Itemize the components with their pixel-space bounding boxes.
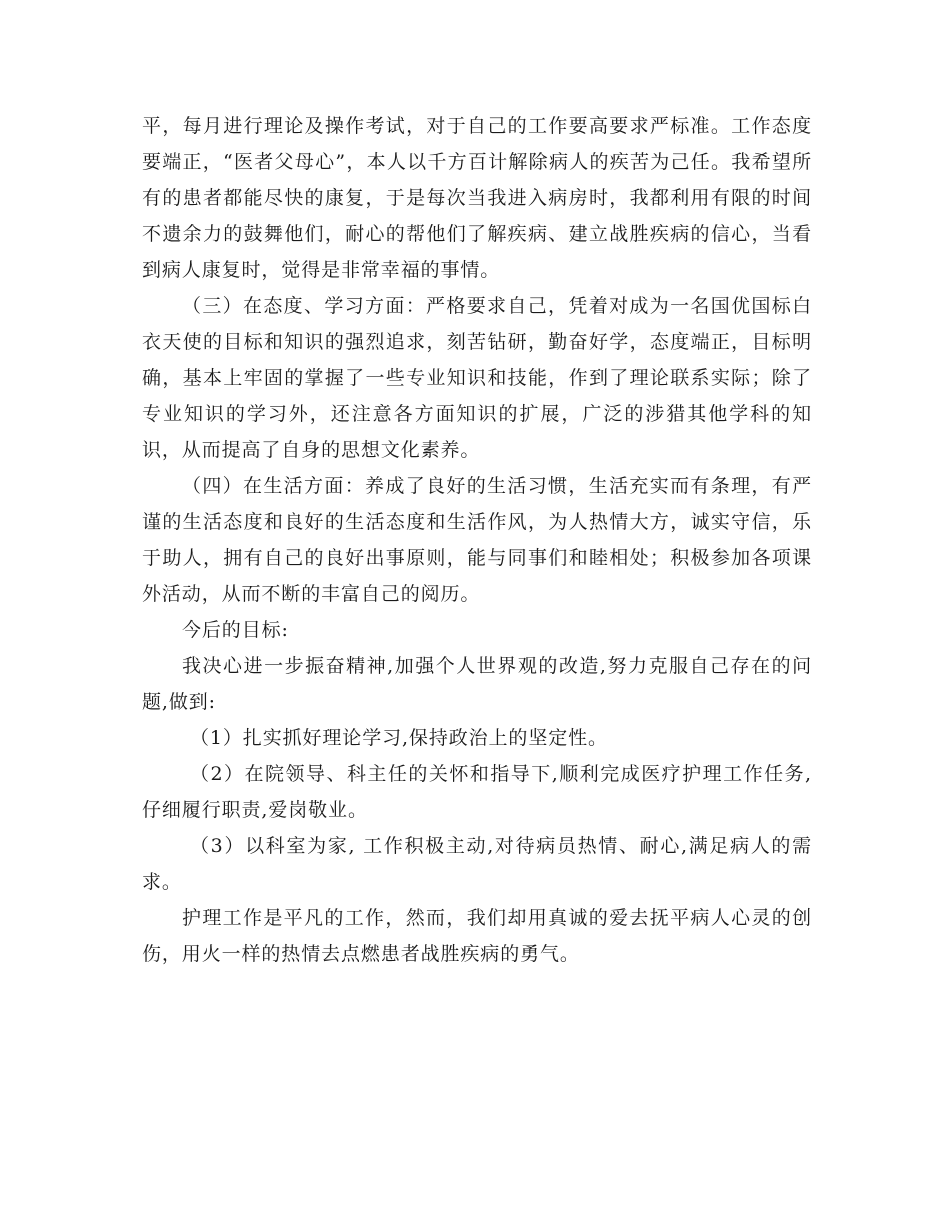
list-item-1: （1）扎实抓好理论学习,保持政治上的坚定性。 (190, 727, 608, 749)
paragraph-attitude-study: （三）在态度、学习方面：严格要求自己，凭着对成为一名国优国标白衣天使的目标和知识的强烈追求，刻苦钻研，勤奋好学，态度端正，目标明确，基本上牢固的掌握了一些专业知识和技能，作到了理论联系实际；除了专业知识的学习外，还注意各方面知识的扩展，广泛的涉猎其他学科的知识，从而提高了自身的思想文化素养。 (142, 295, 812, 461)
paragraph-continued: 平，每月进行理论及操作考试，对于自己的工作要高要求严标准。工作态度要端正，“医者父母心”，本人以千方百计解除病人的疾苦为己任。我希望所有的患者都能尽快的康复，于是每次当我进入病房时，我都利用有限的时间不遗余力的鼓舞他们，耐心的帮他们了解疾病、建立战胜疾病的信心，当看到病人康复时，觉得是非常幸福的事情。 (142, 115, 812, 281)
paragraph-life: （四）在生活方面：养成了良好的生活习惯，生活充实而有条理，有严谨的生活态度和良好的生活态度和生活作风，为人热情大方，诚实守信，乐于助人，拥有自己的良好出事原则，能与同事们和睦相处；积极参加各项课外活动，从而不断的丰富自己的阅历。 (142, 475, 812, 605)
list-item-2: （2）在院领导、科主任的关怀和指导下,顺利完成医疗护理工作任务,仔细履行职责,爱岗敬业。 (142, 763, 812, 821)
paragraph-resolution: 我决心进一步振奋精神,加强个人世界观的改造,努力克服自己存在的问题,做到: (142, 655, 812, 713)
paragraph-closing: 护理工作是平凡的工作，然而，我们却用真诚的爱去抚平病人心灵的创伤，用火一样的热情去点燃患者战胜疾病的勇气。 (142, 907, 812, 965)
list-item-3: （3）以科室为家, 工作积极主动,对待病员热情、耐心,满足病人的需求。 (142, 835, 812, 893)
heading-future-goals: 今后的目标: (182, 619, 289, 641)
document-body (142, 108, 812, 972)
